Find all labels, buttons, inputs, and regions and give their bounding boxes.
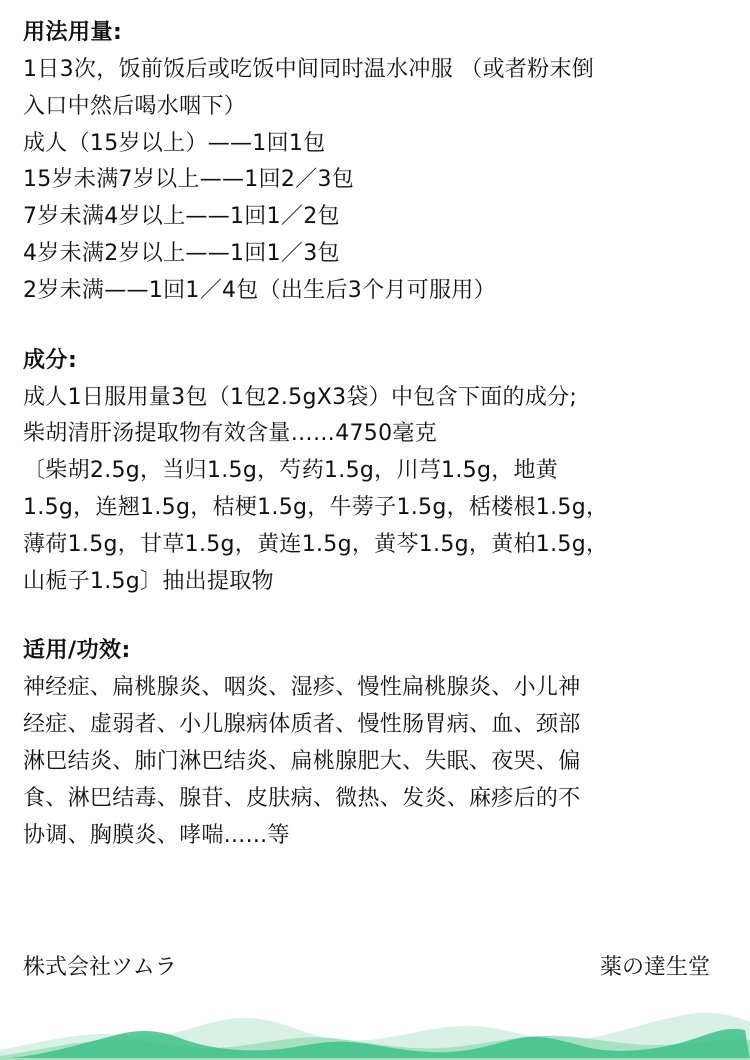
ingredients-line: 山栀子1.5g〕抽出提取物 xyxy=(23,568,274,594)
ingredients-line: 成人1日服用量3包（1包2.5gX3袋）中包含下面的成分; xyxy=(23,384,578,410)
usage-line: 15岁未满7岁以上——1回2／3包 xyxy=(23,167,355,193)
manufacturer-name: 株式会社ツムラ xyxy=(23,955,177,980)
indications-section xyxy=(23,636,728,854)
usage-heading: 用法用量: xyxy=(23,20,123,45)
store-name: 薬の達生堂 xyxy=(599,955,710,980)
usage-line: 成人（15岁以上）——1回1包 xyxy=(23,130,326,156)
mountain-decoration xyxy=(0,1000,750,1060)
ingredients-line: 柴胡清肝汤提取物有效含量……4750毫克 xyxy=(23,421,437,447)
indications-line: 协调、胸膜炎、哮喘......等 xyxy=(23,822,290,848)
indications-line: 淋巴结炎、肺门淋巴结炎、扁桃腺肥大、失眠、夜哭、偏 xyxy=(23,748,581,774)
usage-line: 2岁未满——1回1／4包（出生后3个月可服用） xyxy=(23,277,496,303)
indications-line: 食、淋巴结毒、腺苷、皮肤病、微热、发炎、麻疹后的不 xyxy=(23,785,581,811)
footer xyxy=(23,950,710,986)
indications-line: 经症、虚弱者、小儿腺病体质者、慢性肠胃病、血、颈部 xyxy=(23,712,581,738)
ingredients-line: 1.5g，连翘1.5g，桔梗1.5g，牛蒡子1.5g，栝楼根1.5g， xyxy=(23,494,609,520)
usage-line: 入口中然后喝水咽下） xyxy=(23,93,247,119)
indications-line: 神经症、扁桃腺炎、咽炎、湿疹、慢性扁桃腺炎、小儿神 xyxy=(23,675,581,701)
ingredients-line: 〔柴胡2.5g，当归1.5g，芍药1.5g，川芎1.5g，地黄 xyxy=(23,458,559,484)
ingredients-section xyxy=(23,346,728,601)
ingredients-line: 薄荷1.5g，甘草1.5g，黄连1.5g，黄芩1.5g，黄柏1.5g， xyxy=(23,531,609,557)
usage-line: 1日3次，饭前饭后或吃饭中间同时温水冲服 （或者粉末倒 xyxy=(23,57,595,82)
usage-line: 7岁未满4岁以上——1回1／2包 xyxy=(23,204,340,230)
ingredients-heading: 成分: xyxy=(23,347,78,373)
usage-section xyxy=(23,18,728,310)
usage-line: 4岁未满2岁以上——1回1／3包 xyxy=(23,240,340,266)
document-body xyxy=(23,18,728,890)
indications-heading: 适用/功效: xyxy=(23,638,131,664)
